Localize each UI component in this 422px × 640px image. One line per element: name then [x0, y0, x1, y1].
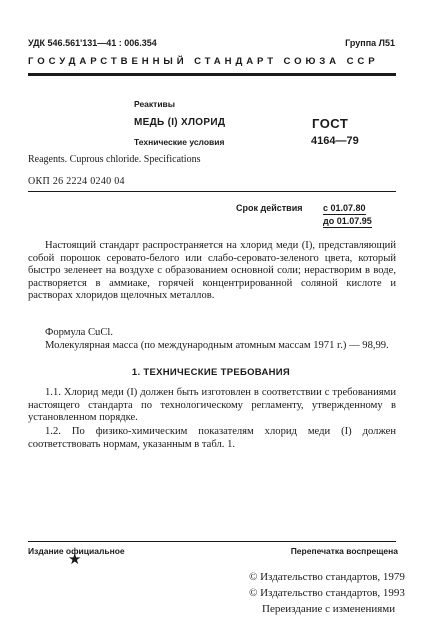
section-heading: 1. ТЕХНИЧЕСКИЕ ТРЕБОВАНИЯ	[131, 367, 291, 378]
footer-rule	[28, 541, 396, 542]
intro-paragraph: Настоящий стандарт распространяется на хлорид меди (I), представляющий собой порошок серовато-белого или слабо-серовато-зеленого цвета, который быстро зеленеет на воздухе с образованием основной соли; нерастворим в воде, растворяется в аммиаке, горячей концентрированной соляной кислоте и растворах хлоридов щелочных металлов.	[28, 240, 396, 302]
copyright-1993: © Издательство стандартов, 1993	[249, 587, 405, 599]
validity-to: до 01.07.95	[323, 216, 372, 226]
okp-rule	[28, 191, 396, 192]
product-title: МЕДЬ (I) ХЛОРИД	[134, 117, 226, 128]
official-edition-label: Издание официальное	[28, 546, 125, 556]
reprint-prohibited-label: Перепечатка воспрещена	[290, 546, 398, 556]
validity-from: с 01.07.80	[323, 203, 366, 213]
category-label: Реактивы	[134, 99, 176, 109]
clause-1-2: 1.2. По физико-химическим показателям хлорид меди (I) должен соответствовать нормам, указанным в табл. 1.	[28, 426, 396, 450]
star-icon: ★	[68, 552, 82, 568]
reissue-note: Переиздание с изменениями	[262, 603, 396, 615]
molar-mass-paragraph: Молекулярная масса (по международным атомным массам 1971 г.) — 98,99.	[45, 340, 389, 351]
okp-code: ОКП 26 2224 0240 04	[28, 176, 125, 187]
clause-1-1: 1.1. Хлорид меди (I) должен быть изготовлен в соответствии с требованиями настоящего стандарта по технологическому регламенту, утвержденному в установленном порядке.	[28, 387, 396, 424]
gost-label: ГОСТ	[312, 116, 349, 131]
udk-code: УДК 546.561'131—41 : 006.354	[28, 38, 157, 48]
group-code: Группа Л51	[345, 38, 395, 48]
header-rule	[28, 73, 396, 76]
english-title: Reagents. Cuprous chloride. Specifications	[28, 154, 201, 165]
gost-number: 4164—79	[311, 135, 359, 147]
spec-type-label: Технические условия	[134, 137, 225, 147]
validity-label: Срок действия	[236, 203, 303, 213]
formula-line: Формула CuCl.	[45, 327, 113, 338]
copyright-1979: © Издательство стандартов, 1979	[249, 571, 405, 583]
state-standard-banner: ГОСУДАРСТВЕННЫЙ СТАНДАРТ СОЮЗА ССР	[28, 56, 379, 67]
